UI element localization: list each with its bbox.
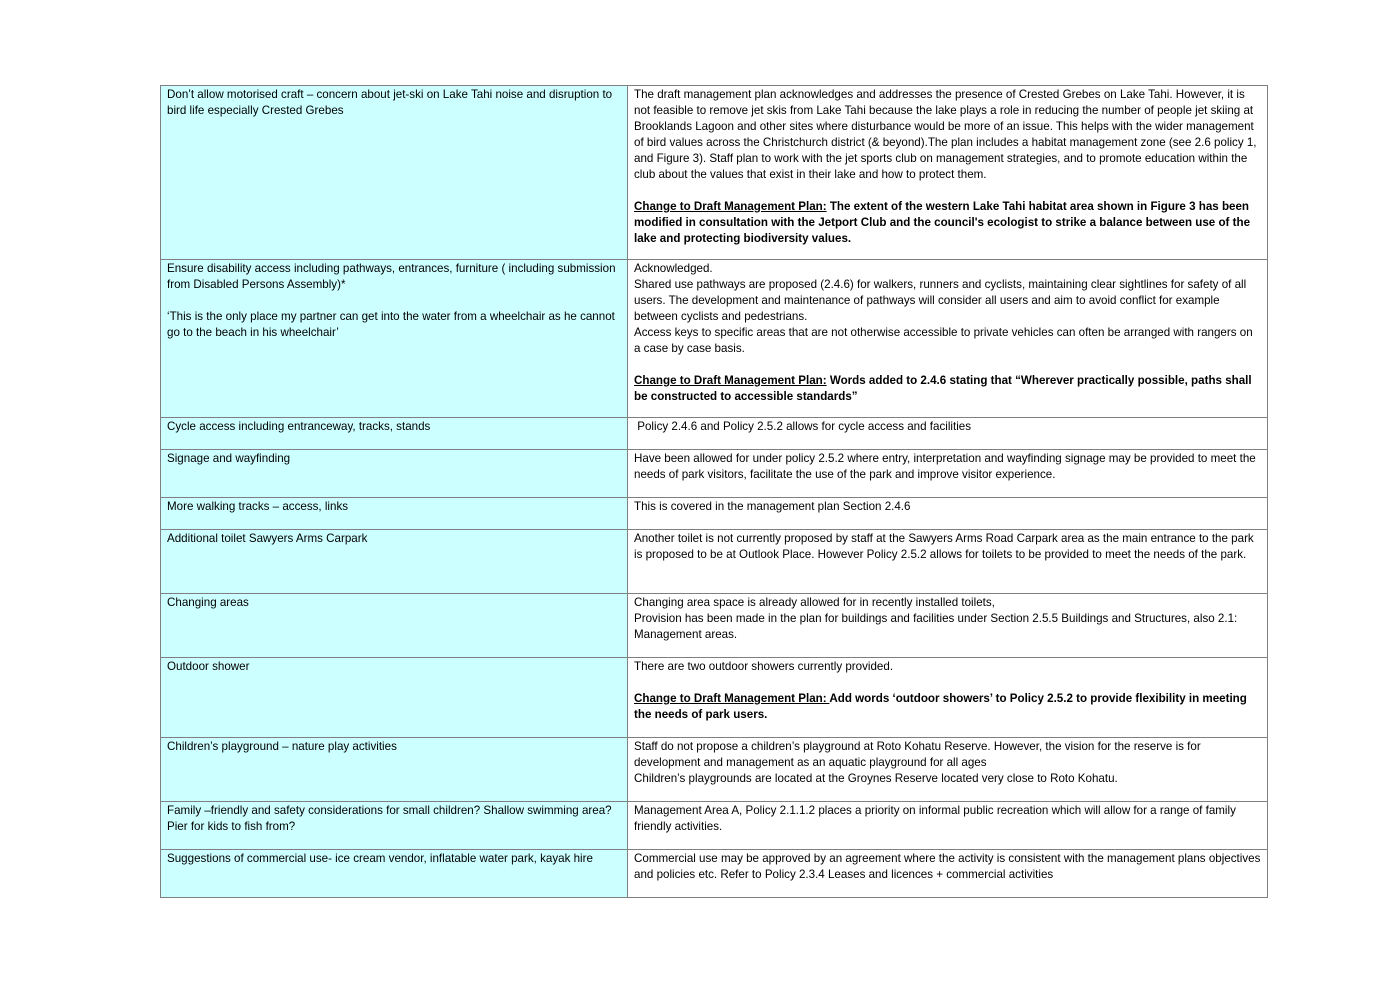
submission-text: More walking tracks – access, links xyxy=(167,500,349,513)
response-text: Children’s playgrounds are located at the Groynes Reserve located very close to Roto Kohatu. xyxy=(634,772,1118,785)
response-text: Shared use pathways are proposed (2.4.6) for walkers, runners and cyclists, maintaining clear sightlines for safety of all users. The development and maintenance of pathways will consider all users and aim to avoid conflict for example between cyclists and pedestrians. xyxy=(634,278,1247,323)
change-text: Add words ‘outdoor showers’ to Policy 2.5.2 to provide flexibility in meeting the needs of park users. xyxy=(634,692,1247,721)
response-cell xyxy=(628,658,1268,738)
response-text: Acknowledged. xyxy=(634,262,713,275)
submission-text: Changing areas xyxy=(167,596,249,609)
response-cell xyxy=(628,850,1268,898)
response-text: This is covered in the management plan Section 2.4.6 xyxy=(634,500,911,513)
table-row xyxy=(161,418,1268,450)
change-note xyxy=(634,199,1262,247)
submission-cell xyxy=(161,850,628,898)
table-row xyxy=(161,86,1268,260)
response-text: Management Area A, Policy 2.1.1.2 places a priority on informal public recreation which will allow for a range of family friendly activities. xyxy=(634,804,1236,833)
response-cell xyxy=(628,802,1268,850)
response-cell xyxy=(628,530,1268,594)
submission-cell xyxy=(161,802,628,850)
table-row xyxy=(161,802,1268,850)
submission-text: Suggestions of commercial use- ice cream vendor, inflatable water park, kayak hire xyxy=(167,852,593,865)
table-row xyxy=(161,738,1268,802)
submission-cell xyxy=(161,530,628,594)
table-row xyxy=(161,658,1268,738)
response-text: There are two outdoor showers currently provided. xyxy=(634,660,894,673)
response-text: Have been allowed for under policy 2.5.2 where entry, interpretation and wayfinding signage may be provided to meet the needs of park visitors, facilitate the use of the park and improve visitor experience. xyxy=(634,452,1256,481)
change-note xyxy=(634,691,1262,723)
submission-cell xyxy=(161,418,628,450)
submission-text: Additional toilet Sawyers Arms Carpark xyxy=(167,532,368,545)
response-text: Commercial use may be approved by an agreement where the activity is consistent with the management plans objectives and policies etc. Refer to Policy 2.3.4 Leases and licences + commercial activities xyxy=(634,852,1261,881)
submission-cell xyxy=(161,498,628,530)
table-row xyxy=(161,594,1268,658)
submission-text: Children’s playground – nature play activities xyxy=(167,740,397,753)
submission-cell xyxy=(161,738,628,802)
submission-text: Don’t allow motorised craft – concern about jet-ski on Lake Tahi noise and disruption to bird life especially Crested Grebes xyxy=(167,88,613,117)
submission-text: Outdoor shower xyxy=(167,660,250,673)
change-text: Words added to 2.4.6 stating that “Wherever practically possible, paths shall be constructed to accessible standards” xyxy=(634,374,1252,403)
response-text: The draft management plan acknowledges and addresses the presence of Crested Grebes on Lake Tahi. However, it is not feasible to remove jet skis from Lake Tahi because the lake plays a role in reducing the number of people jet skiing at Brooklands Lagoon and other sites where disturbance would be more of an issue. This helps with the wider management of bird values across the Christchurch district (& beyond).The plan includes a habitat management zone (see 2.6 policy 1, and Figure 3). Staff plan to work with the jet sports club on management strategies, and to promote education within the club about the values that exist in their lake and how to protect them. xyxy=(634,88,1257,181)
submission-text: Family –friendly and safety considerations for small children? Shallow swimming area? Pier for kids to fish from? xyxy=(167,804,612,833)
submission-text: Signage and wayfinding xyxy=(167,452,291,465)
response-cell xyxy=(628,498,1268,530)
table-row xyxy=(161,450,1268,498)
submission-cell xyxy=(161,86,628,260)
response-cell xyxy=(628,418,1268,450)
change-label: Change to Draft Management Plan: xyxy=(634,374,827,387)
submission-cell xyxy=(161,658,628,738)
response-text: Staff do not propose a children’s playground at Roto Kohatu Reserve. However, the vision for the reserve is for development and management as an aquatic playground for all ages xyxy=(634,740,1201,769)
response-text: Provision has been made in the plan for buildings and facilities under Section 2.5.5 Buildings and Structures, also 2.1: Management areas. xyxy=(634,612,1238,641)
change-note xyxy=(634,373,1262,405)
submission-cell xyxy=(161,450,628,498)
table-row xyxy=(161,498,1268,530)
submission-cell xyxy=(161,594,628,658)
response-cell xyxy=(628,594,1268,658)
change-label: Change to Draft Management Plan: xyxy=(634,200,827,213)
response-text: Policy 2.4.6 and Policy 2.5.2 allows for cycle access and facilities xyxy=(634,420,972,433)
response-text: Access keys to specific areas that are not otherwise accessible to private vehicles can often be arranged with rangers on a case by case basis. xyxy=(634,326,1253,355)
change-label: Change to Draft Management Plan: xyxy=(634,692,830,705)
submission-text: Ensure disability access including pathways, entrances, furniture ( including submission from Disabled Persons Assembly)* xyxy=(167,262,616,291)
response-text: Changing area space is already allowed for in recently installed toilets, xyxy=(634,596,995,609)
response-cell xyxy=(628,450,1268,498)
submissions-table xyxy=(160,85,1268,898)
table-row xyxy=(161,850,1268,898)
submission-text: Cycle access including entranceway, tracks, stands xyxy=(167,420,431,433)
submission-quote: ‘This is the only place my partner can get into the water from a wheelchair as he cannot go to the beach in his wheelchair’ xyxy=(167,310,615,339)
response-cell xyxy=(628,738,1268,802)
table-row xyxy=(161,530,1268,594)
change-text: The extent of the western Lake Tahi habitat area shown in Figure 3 has been modified in consultation with the Jetport Club and the council's ecologist to strike a balance between use of the lake and protecting biodiversity values. xyxy=(634,200,1251,245)
response-cell xyxy=(628,260,1268,418)
submission-cell xyxy=(161,260,628,418)
table-row xyxy=(161,260,1268,418)
response-text: Another toilet is not currently proposed by staff at the Sawyers Arms Road Carpark area as the main entrance to the park is proposed to be at Outlook Place. However Policy 2.5.2 allows for toilets to be provided to meet the needs of the park. xyxy=(634,532,1254,561)
response-cell xyxy=(628,86,1268,260)
